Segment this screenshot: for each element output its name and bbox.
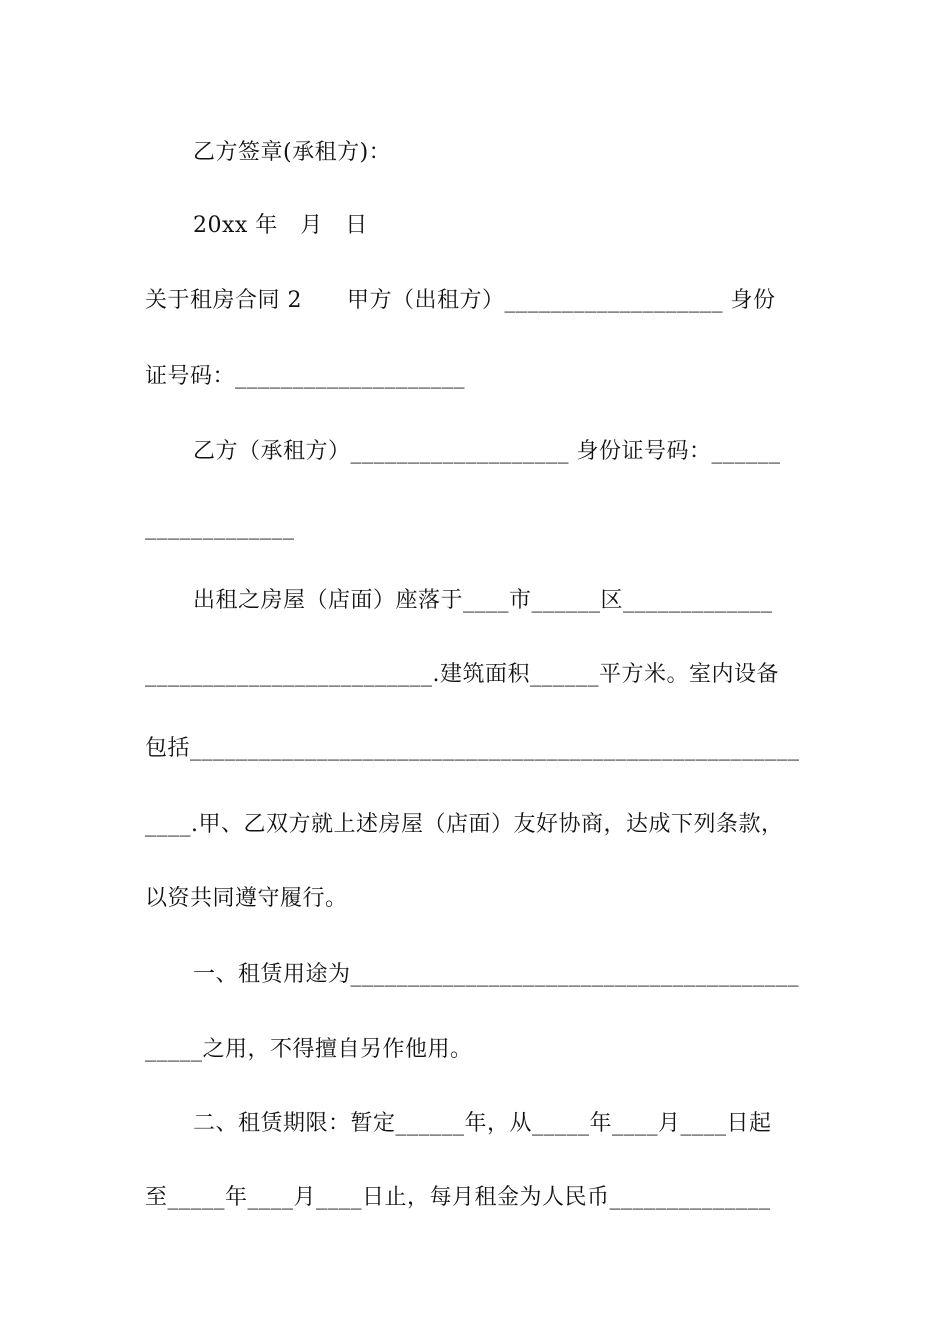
party-b-id-continuation: _____________	[145, 515, 295, 540]
clause-2-term: 二、租赁期限：暂定______年，从_____年____月____日起	[193, 1111, 772, 1136]
property-equipment: 包括_____________________________________________________	[145, 736, 800, 761]
signature-party-b: 乙方签章(承租方)：	[193, 140, 392, 165]
clause-1-usage: 一、租赁用途为_______________________________________	[193, 962, 800, 987]
clause-2-rent: 至_____年____月____日止，每月租金为人民币______________	[145, 1185, 771, 1210]
property-area: _________________________.建筑面积______平方米。室内设备	[145, 662, 779, 687]
agreement-intro-end: 以资共同遵守履行。	[145, 886, 348, 911]
clause-1-usage-end: _____之用，不得擅自另作他用。	[145, 1037, 473, 1062]
signature-date: 20xx 年 月 日	[193, 213, 368, 238]
agreement-intro: ____.甲、乙双方就上述房屋（店面）友好协商，达成下列条款，	[145, 812, 784, 837]
contract-heading-party-a: 关于租房合同 2 甲方（出租方）___________________ 身份	[145, 288, 776, 313]
party-b-line: 乙方（承租方）___________________ 身份证号码：______	[193, 439, 781, 464]
property-location: 出租之房屋（店面）座落于____市______区_____________	[193, 588, 773, 613]
party-a-id-number: 证号码：____________________	[145, 364, 466, 389]
